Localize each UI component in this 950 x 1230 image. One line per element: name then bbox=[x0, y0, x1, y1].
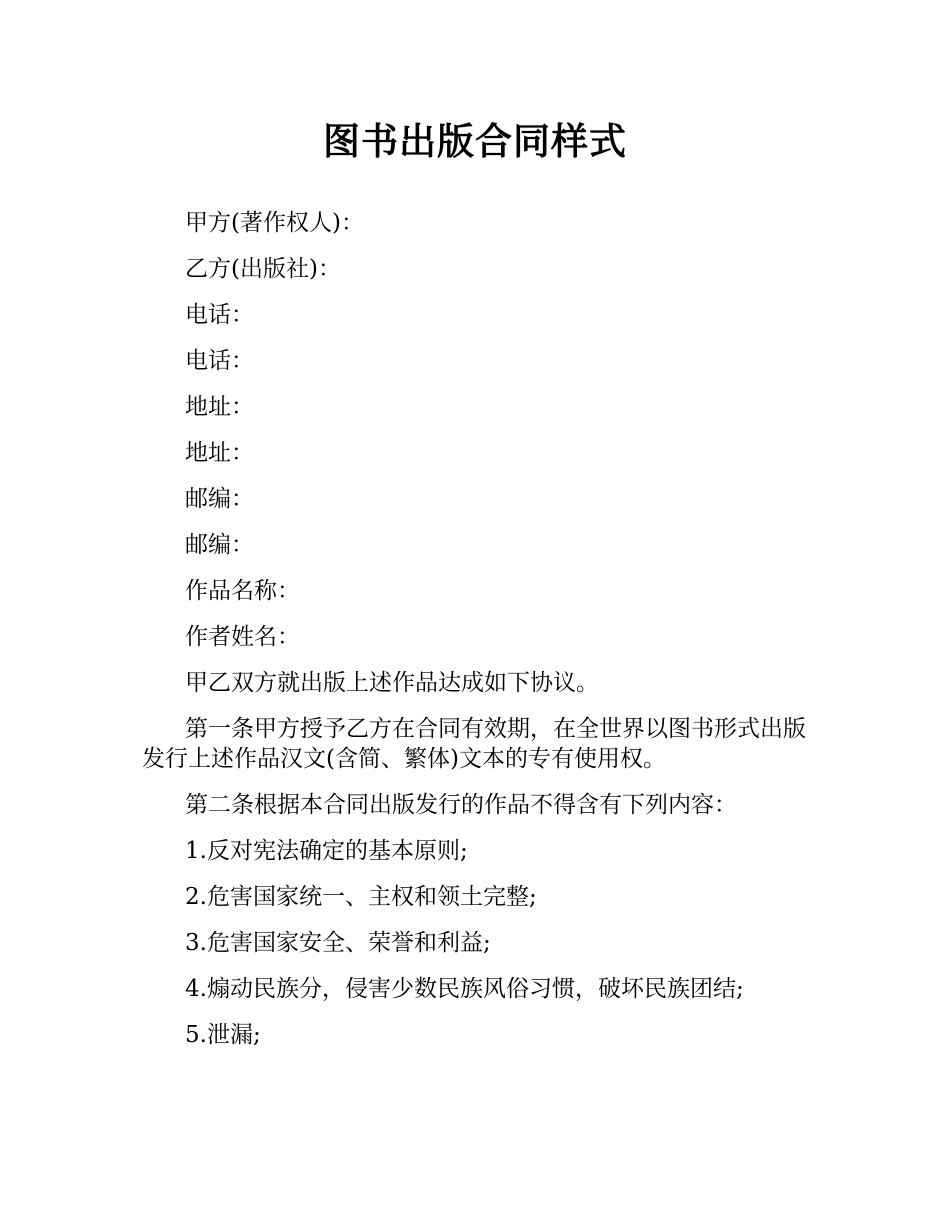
list-item-2: 2.危害国家统一、主权和领土完整; bbox=[185, 884, 537, 910]
postcode-field-a: 邮编： bbox=[185, 486, 254, 512]
article-1: 第一条甲方授予乙方在合同有效期，在全世界以图书形式出版发行上述作品汉文(含简、繁体)文本的专有使用权。 bbox=[142, 716, 806, 772]
agreement-intro: 甲乙双方就出版上述作品达成如下协议。 bbox=[185, 670, 599, 696]
list-item-4: 4.煽动民族分，侵害少数民族风俗习惯，破坏民族团结; bbox=[185, 976, 744, 1002]
document-title: 图书出版合同样式 bbox=[323, 120, 627, 163]
work-title-field: 作品名称： bbox=[185, 578, 300, 604]
article-2: 第二条根据本合同出版发行的作品不得含有下列内容： bbox=[185, 792, 737, 818]
phone-field-a: 电话： bbox=[185, 302, 254, 328]
list-item-3: 3.危害国家安全、荣誉和利益; bbox=[185, 930, 491, 956]
list-item-5: 5.泄漏; bbox=[185, 1022, 261, 1048]
address-field-b: 地址： bbox=[185, 440, 254, 466]
party-b-field: 乙方(出版社)： bbox=[185, 256, 341, 282]
party-a-field: 甲方(著作权人)： bbox=[185, 210, 364, 236]
list-item-1: 1.反对宪法确定的基本原则; bbox=[185, 838, 468, 864]
document-body bbox=[142, 200, 812, 1058]
address-field-a: 地址： bbox=[185, 394, 254, 420]
postcode-field-b: 邮编： bbox=[185, 532, 254, 558]
phone-field-b: 电话： bbox=[185, 348, 254, 374]
author-name-field: 作者姓名： bbox=[185, 624, 300, 650]
